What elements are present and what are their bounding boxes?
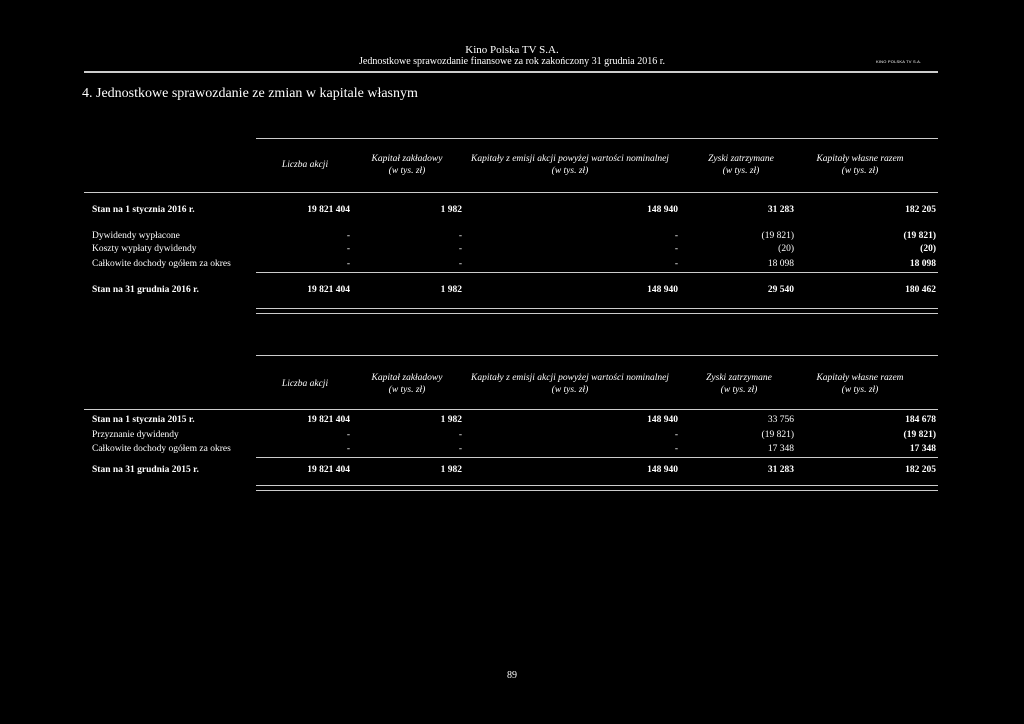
- table-2015-double-rule: [256, 485, 938, 491]
- table-row: Stan na 1 stycznia 2015 r. 19 821 404 1 982 148 940 33 756 184 678: [92, 415, 936, 425]
- company-name: Kino Polska TV S.A.: [465, 44, 559, 56]
- table-row: Stan na 31 grudnia 2015 r. 19 821 404 1 982 148 940 31 283 182 205: [92, 465, 936, 475]
- header-rule: [84, 71, 938, 73]
- table-row: Całkowite dochody ogółem za okres - - - 18 098 18 098: [92, 259, 936, 269]
- col-header-retained-earnings: Zyski zatrzymane (w tys. zł): [708, 154, 774, 176]
- col-header-shares: Liczba akcji: [281, 160, 329, 170]
- table-2015-subtotal-rule: [256, 457, 938, 458]
- col-header-shares: Liczba akcji: [281, 379, 329, 389]
- company-logo: KINO POLSKA TV S.A.: [876, 59, 922, 64]
- table-2016-double-rule: [256, 308, 938, 314]
- table-2015-top-rule: [256, 355, 938, 356]
- col-header-total-equity: Kapitały własne razem (w tys. zł): [816, 154, 904, 176]
- table-2015-header-rule: [84, 409, 938, 410]
- table-row: Stan na 1 stycznia 2016 r. 19 821 404 1 982 148 940 31 283 182 205: [92, 205, 936, 215]
- table-row: Całkowite dochody ogółem za okres - - - 17 348 17 348: [92, 444, 936, 454]
- table-2016-top-rule: [256, 138, 938, 139]
- col-header-share-premium: Kapitały z emisji akcji powyżej wartości nominalnej (w tys. zł): [471, 373, 669, 395]
- table-row: Przyznanie dywidendy - - - (19 821) (19 821): [92, 430, 936, 440]
- table-2016-subtotal-rule: [256, 272, 938, 273]
- table-row: Stan na 31 grudnia 2016 r. 19 821 404 1 982 148 940 29 540 180 462: [92, 285, 936, 295]
- col-header-retained-earnings: Zyski zatrzymane (w tys. zł): [706, 373, 772, 395]
- table-row: Dywidendy wypłacone - - - (19 821) (19 821): [92, 231, 936, 241]
- page-number: 89: [507, 670, 517, 681]
- table-row: Koszty wypłaty dywidendy - - - (20) (20): [92, 244, 936, 254]
- col-header-share-capital: Kapitał zakładowy (w tys. zł): [371, 154, 443, 176]
- report-subtitle: Jednostkowe sprawozdanie finansowe za rok zakończony 31 grudnia 2016 r.: [358, 56, 666, 67]
- section-title: 4. Jednostkowe sprawozdanie ze zmian w kapitale własnym: [82, 86, 418, 101]
- col-header-total-equity: Kapitały własne razem (w tys. zł): [816, 373, 904, 395]
- col-header-share-premium: Kapitały z emisji akcji powyżej wartości nominalnej (w tys. zł): [471, 154, 669, 176]
- col-header-share-capital: Kapitał zakładowy (w tys. zł): [371, 373, 443, 395]
- table-2016-header-rule: [84, 192, 938, 193]
